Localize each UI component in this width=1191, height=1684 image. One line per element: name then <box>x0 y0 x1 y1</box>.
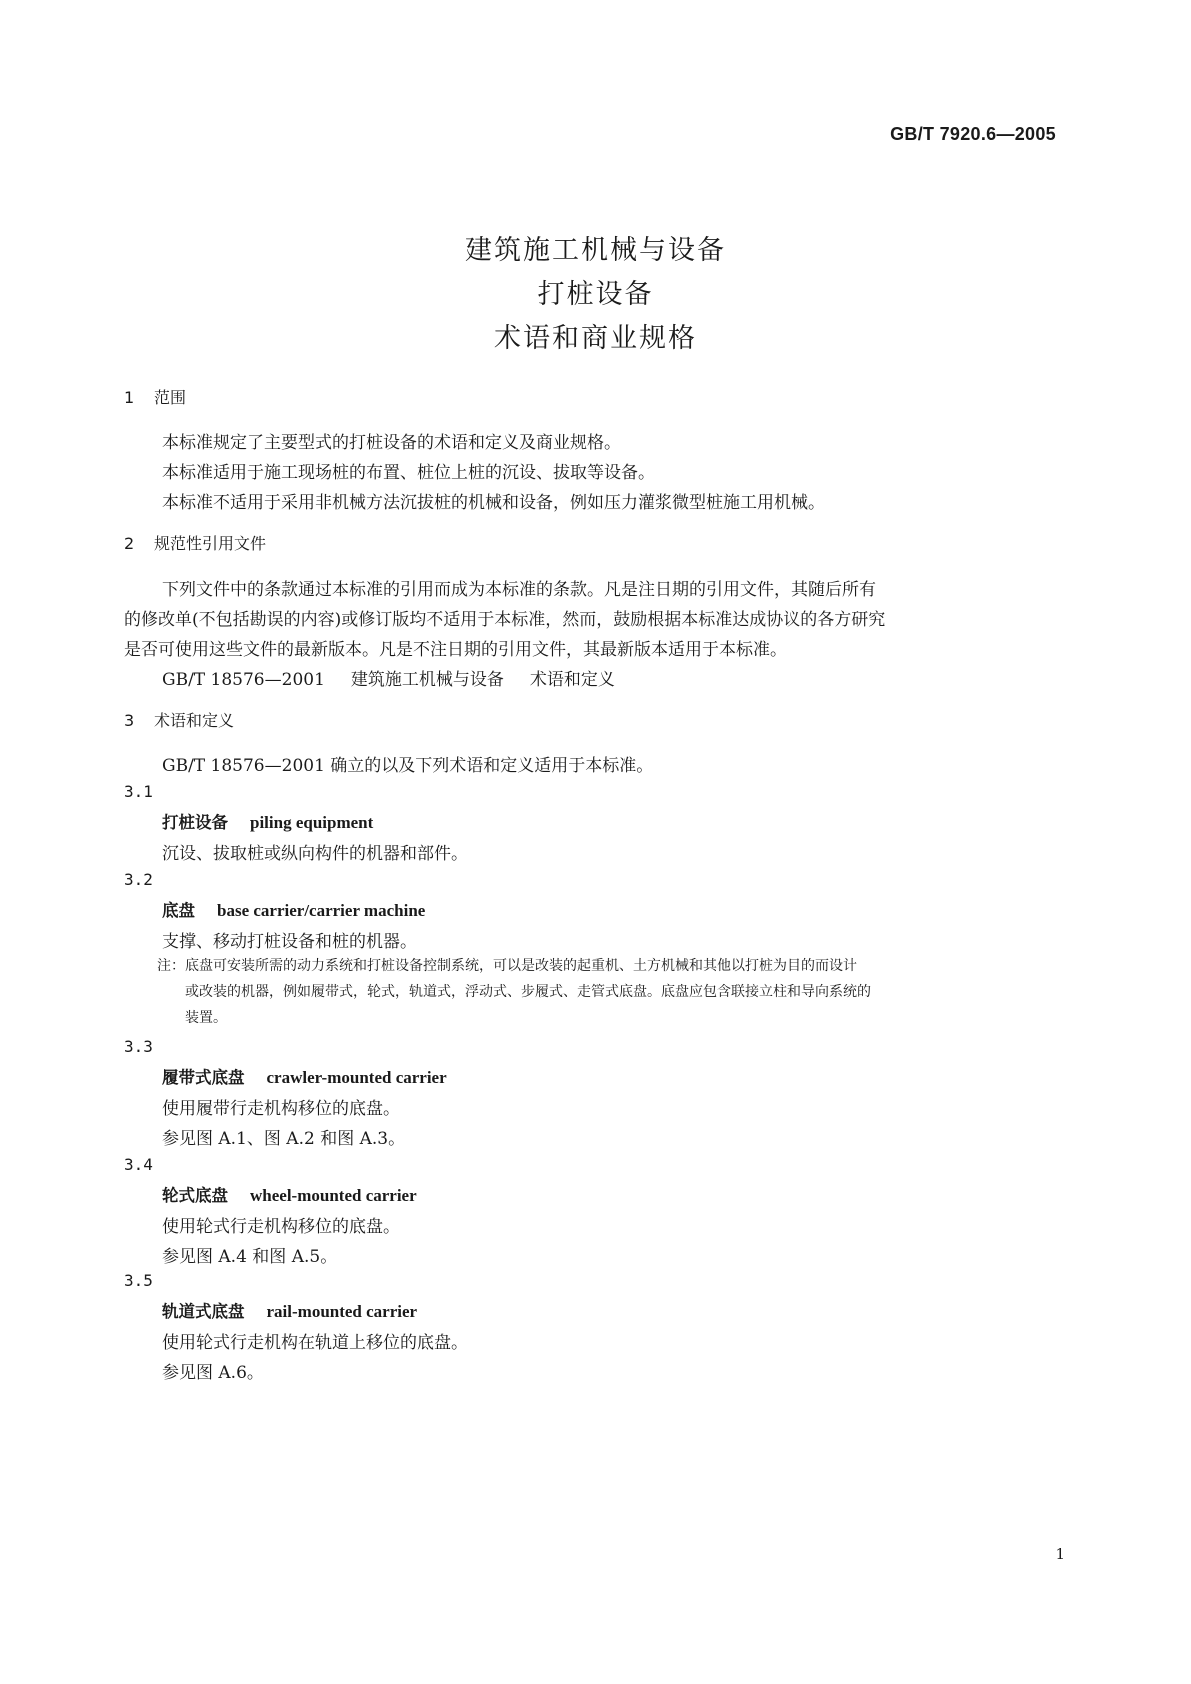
term-definition: 使用轮式行走机构移位的底盘。 <box>162 1217 400 1237</box>
section-2-heading <box>124 531 266 554</box>
section-1-number: 1 <box>124 388 135 407</box>
term-definition: 使用轮式行走机构在轨道上移位的底盘。 <box>162 1333 468 1353</box>
title-line-2: 打桩设备 <box>537 279 654 310</box>
reference-title-part-1: 建筑施工机械与设备 <box>350 670 504 690</box>
section-1-para-3: 本标准不适用于采用非机械方法沉拔桩的机械和设备，例如压力灌浆微型桩施工用机械。 <box>162 493 825 513</box>
term-definition: 支撑、移动打桩设备和桩的机器。 <box>162 932 417 952</box>
section-2-number: 2 <box>124 534 135 553</box>
section-2-para-line-1: 下列文件中的条款通过本标准的引用而成为本标准的条款。凡是注日期的引用文件，其随后所有 <box>162 580 876 600</box>
reference-title-part-2: 术语和定义 <box>529 670 615 690</box>
term-heading <box>162 1298 417 1322</box>
term-number: 3.1 <box>124 782 153 801</box>
term-see-also: 参见图 A.1、图 A.2 和图 A.3。 <box>162 1129 406 1149</box>
term-en: base carrier/carrier machine <box>217 901 426 920</box>
section-2-para-line-3: 是否可使用这些文件的最新版本。凡是不注日期的引用文件，其最新版本适用于本标准。 <box>124 640 787 660</box>
term-number: 3.2 <box>124 870 153 889</box>
term-zh: 轮式底盘 <box>162 1186 228 1205</box>
page-number: 1 <box>1055 1545 1065 1563</box>
note-line-3: 装置。 <box>185 1010 227 1026</box>
term-zh: 底盘 <box>162 901 195 920</box>
reference-code: GB/T 18576—2001 <box>162 670 325 690</box>
note-line-2: 或改装的机器，例如履带式，轮式，轨道式，浮动式、步履式、走管式底盘。底盘应包含联接立柱和导向系统的 <box>185 984 871 1000</box>
section-1-title: 范围 <box>154 388 187 407</box>
normative-reference <box>162 665 615 690</box>
term-heading <box>162 1182 417 1206</box>
term-en: piling equipment <box>250 813 374 832</box>
section-1-para-1: 本标准规定了主要型式的打桩设备的术语和定义及商业规格。 <box>162 433 621 453</box>
term-see-also: 参见图 A.6。 <box>162 1363 264 1383</box>
note-line-1: 注：底盘可安装所需的动力系统和打桩设备控制系统，可以是改装的起重机、土方机械和其他以打桩为目的而设计 <box>157 958 857 974</box>
term-heading <box>162 809 373 833</box>
term-en: crawler-mounted carrier <box>266 1068 447 1087</box>
section-3-intro: GB/T 18576—2001 确立的以及下列术语和定义适用于本标准。 <box>162 756 654 776</box>
section-1-heading <box>124 385 186 408</box>
section-3-heading <box>124 708 234 731</box>
section-2-para-line-2: 的修改单(不包括勘误的内容)或修订版均不适用于本标准，然而，鼓励根据本标准达成协议的各方研究 <box>124 610 886 630</box>
term-definition: 沉设、拔取桩或纵向构件的机器和部件。 <box>162 844 468 864</box>
section-2-title: 规范性引用文件 <box>154 534 267 553</box>
term-zh: 打桩设备 <box>162 813 228 832</box>
term-zh: 履带式底盘 <box>162 1068 245 1087</box>
term-heading <box>162 1064 447 1088</box>
term-number: 3.5 <box>124 1271 153 1290</box>
term-en: rail-mounted carrier <box>266 1302 418 1321</box>
term-en: wheel-mounted carrier <box>250 1186 417 1205</box>
term-heading <box>162 897 425 921</box>
section-1-para-2: 本标准适用于施工现场桩的布置、桩位上桩的沉设、拔取等设备。 <box>162 463 655 483</box>
title-line-1: 建筑施工机械与设备 <box>465 235 726 266</box>
title-line-3: 术语和商业规格 <box>494 323 697 354</box>
term-note <box>157 953 1037 1031</box>
section-3-title: 术语和定义 <box>154 711 235 730</box>
section-3-number: 3 <box>124 711 135 730</box>
term-number: 3.4 <box>124 1155 153 1174</box>
term-number: 3.3 <box>124 1037 153 1056</box>
term-definition: 使用履带行走机构移位的底盘。 <box>162 1099 400 1119</box>
term-zh: 轨道式底盘 <box>162 1302 245 1321</box>
standard-number: GB/T 7920.6—2005 <box>890 124 1056 144</box>
term-see-also: 参见图 A.4 和图 A.5。 <box>162 1247 338 1267</box>
